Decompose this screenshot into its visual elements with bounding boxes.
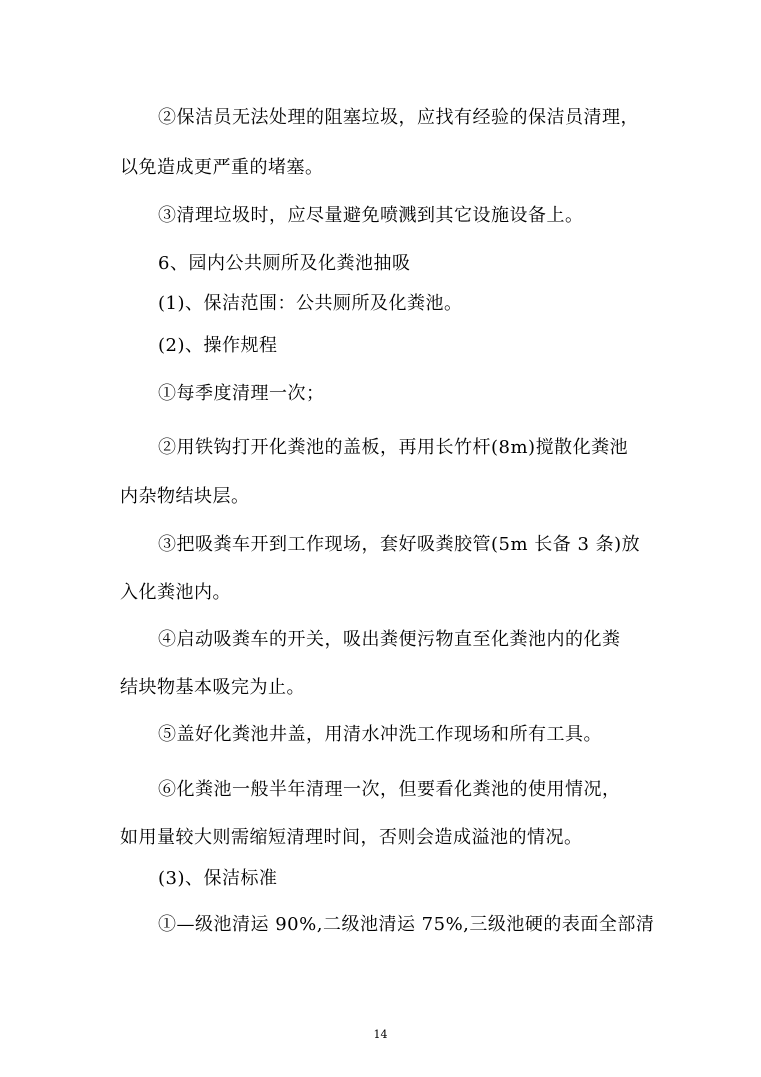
paragraph-line: ④启动吸粪车的开关，吸出粪便污物直至化粪池内的化粪 [158,629,621,650]
subsection-heading: (3)、保洁标准 [158,868,278,889]
paragraph-line: ①—级池清运 90%,二级池清运 75%,三级池硬的表面全部清 [158,914,655,935]
paragraph-line: ⑥化粪池一般半年清理一次，但要看化粪池的使用情况， [158,779,621,800]
paragraph-line: 内杂物结块层。 [120,486,250,507]
paragraph-line: 入化粪池内。 [120,582,231,603]
page-number: 14 [373,1028,388,1041]
paragraph-line: ①每季度清理一次； [158,383,325,404]
paragraph-line: 如用量较大则需缩短清理时间，否则会造成溢池的情况。 [120,827,583,848]
paragraph-line: 结块物基本吸完为止。 [120,677,305,698]
paragraph-line: ③把吸粪车开到工作现场，套好吸粪胶管(5m 长备 3 条)放 [158,534,641,555]
paragraph-line: ③清理垃圾时，应尽量避免喷溅到其它设施设备上。 [158,205,584,226]
paragraph-line: ②用铁钩打开化粪池的盖板，再用长竹杆(8m)搅散化粪池 [158,437,629,458]
subsection-heading: (1)、保洁范围：公共厕所及化粪池。 [158,293,463,314]
paragraph-line: ②保洁员无法处理的阻塞垃圾，应找有经验的保洁员清理， [158,107,639,128]
paragraph-line: ⑤盖好化粪池井盖，用清水冲洗工作现场和所有工具。 [158,724,602,745]
subsection-heading: (2)、操作规程 [158,335,278,356]
paragraph-line: 以免造成更严重的堵塞。 [120,157,324,178]
section-heading: 6、园内公共厕所及化粪池抽吸 [158,253,411,274]
